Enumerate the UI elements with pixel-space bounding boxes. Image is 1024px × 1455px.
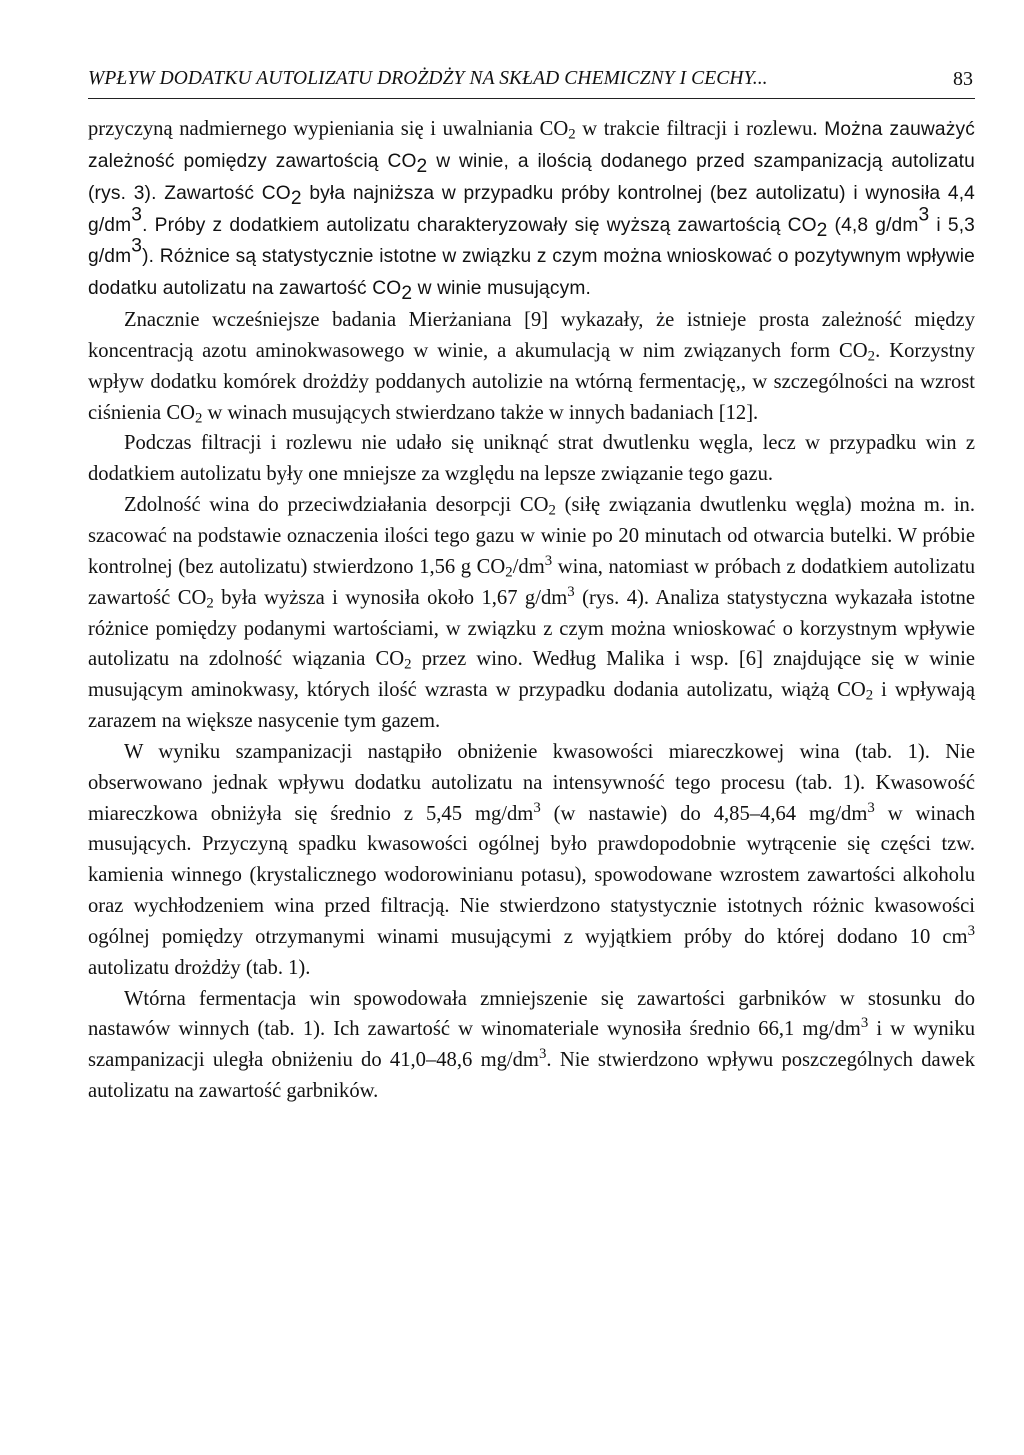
body-paragraph [88, 984, 975, 1107]
body-paragraph [88, 114, 975, 305]
superscript-text: 3 [538, 1046, 547, 1063]
text-segment: i 5,3 g/dm [88, 214, 975, 268]
text-segment: autolizatu drożdży (tab. 1). [88, 956, 311, 979]
superscript-text: 3 [967, 922, 975, 939]
subscript-text: 2 [404, 657, 412, 674]
body-paragraph [88, 490, 975, 737]
text-segment: była najniższa w przypadku próby kontrolnej (bez autolizatu) i wynosiła 4,4 g/dm [88, 182, 976, 236]
text-segment: (rys. 4). Analiza statystyczna wykazała istotne różnice pomiędzy podanymi wartościami, w związku z czym można wnioskować o korzystnym wpływie autolizatu na zdolność wiązania CO [88, 586, 975, 671]
text-segment: Znacznie wcześniejsze badania Mierżaniana [9] wykazały, że istnieje prosta zależność między koncentracją azotu aminokwasowego w winie, a akumulacją w nim związanych form CO [88, 309, 975, 362]
text-segment: . Korzystny wpływ dodatku komórek drożdży poddanych autolizie na wtórną fermentację,, w szczególności na wzrost ciśnienia CO [88, 339, 976, 424]
subscript-text: 2 [505, 564, 513, 581]
subscript-text: 2 [401, 283, 413, 305]
text-segment: i w wyniku szampanizacji uległa obniżeniu do 41,0–48,6 mg/dm [88, 1018, 975, 1072]
subscript-text: 2 [867, 348, 876, 365]
text-segment: /dm [512, 555, 545, 578]
body-paragraph [88, 305, 975, 428]
superscript-text: 3 [533, 799, 541, 816]
text-segment: (w nastawie) do 4,85–4,64 mg/dm [540, 802, 868, 825]
text-segment: Podczas filtracji i rozlewu nie udało się uniknąć strat dwutlenku węgla, lecz w przypadku win z dodatkiem autolizatu były one mniejsze za względu na lepsze związanie tego gazu. [88, 432, 975, 486]
text-segment: (siłę związania dwutlenku węgla) można m. in. szacować na podstawie oznaczenia ilości tego gazu w winie po 20 minutach od otwarcia butelki. W próbie kontrolnej (bez autolizatu) stwierdzono 1,56 g CO [88, 494, 975, 578]
superscript-text: 3 [131, 203, 143, 225]
body-paragraph [88, 428, 975, 490]
superscript-text: 3 [867, 799, 875, 816]
superscript-text: 3 [860, 1015, 869, 1032]
subscript-text: 2 [865, 687, 874, 704]
text-segment: w winie, a ilością dodanego przed szampanizacją autolizatu (rys. 3). Zawartość CO [88, 150, 975, 204]
running-header [88, 68, 975, 99]
superscript-text: 3 [544, 552, 553, 569]
text-segment: . Nie stwierdzono wpływu poszczególnych dawek autolizatu na zawartość garbników. [88, 1049, 975, 1103]
text-segment: przez wino. Według Malika i wsp. [6] znajdujące się w winie musującym aminokwasy, których ilość wzrasta w przypadku dodania autolizatu, wiążą CO [88, 648, 975, 702]
superscript-text: 3 [131, 235, 143, 257]
subscript-text: 2 [290, 187, 302, 209]
subscript-text: 2 [816, 219, 828, 241]
text-segment: była wyższa i wynosiła około 1,67 g/dm [213, 586, 568, 609]
text-segment: i wpływają zarazem na większe nasycenie tym gazem. [88, 679, 975, 733]
text-segment: przyczyną nadmiernego wypieniania się i uwalniania CO [88, 118, 569, 140]
subscript-text: 2 [568, 126, 576, 143]
text-segment: Wtórna fermentacja win spowodowała zmniejszenie się zawartości garbników w stosunku do nastawów winnych (tab. 1). Ich zawartość w winomateriale wynosiła średnio 66,1 mg/dm [88, 987, 975, 1041]
subscript-text: 2 [416, 155, 428, 177]
body-paragraph [88, 737, 975, 984]
body-text [88, 114, 975, 1107]
page-number: 83 [953, 68, 973, 90]
subscript-text: 2 [194, 410, 203, 427]
text-segment: ). Różnice są statystycznie istotne w związku z czym można wnioskować o pozytywnym wpływie dodatku autolizatu na zawartość CO [88, 246, 975, 300]
text-segment: w winach musujących stwierdzano także w innych badaniach [12]. [202, 401, 759, 424]
text-segment: . Próby z dodatkiem autolizatu charakteryzowały się wyższą zawartością CO [142, 214, 817, 236]
running-title: WPŁYW DODATKU AUTOLIZATU DROŻDŻY NA SKŁAD CHEMICZNY I CECHY... [88, 68, 768, 89]
text-segment: w winie musującym. [412, 278, 591, 300]
text-segment: Można zauważyć zależność pomiędzy zawartością CO [88, 119, 975, 172]
subscript-text: 2 [548, 502, 556, 519]
text-segment: w winach musujących. Przyczyną spadku kwasowości ogólnej było prawdopodobnie wytrącenie się części tzw. kamienia winnego (krystalicznego wodorowinianu potasu), spowodowane wzrostem zawartości alkoholu oraz wychłodzeniem wina przed filtracją. Nie stwierdzono statystycznie istotnych różnic kwasowości ogólnej pomiędzy otrzymanymi winami musującymi z wyjątkiem próby do której dodano 10 cm [88, 802, 975, 948]
superscript-text: 3 [567, 583, 575, 600]
text-segment: Zdolność wina do przeciwdziałania desorpcji CO [124, 494, 549, 517]
superscript-text: 3 [918, 203, 930, 225]
text-segment: (4,8 g/dm [827, 214, 919, 236]
text-segment: w trakcie filtracji i rozlewu. [575, 118, 825, 140]
text-segment: W wyniku szampanizacji nastąpiło obniżenie kwasowości miareczkowej wina (tab. 1). Nie obserwowano jednak wpływu dodatku autolizatu na intensywność tego procesu (tab. 1). Kwasowość miareczkowa obniżyła się średnio z 5,45 mg/dm [88, 740, 975, 825]
text-segment: wina, natomiast w próbach z dodatkiem autolizatu zawartość CO [88, 555, 975, 609]
subscript-text: 2 [206, 595, 214, 612]
